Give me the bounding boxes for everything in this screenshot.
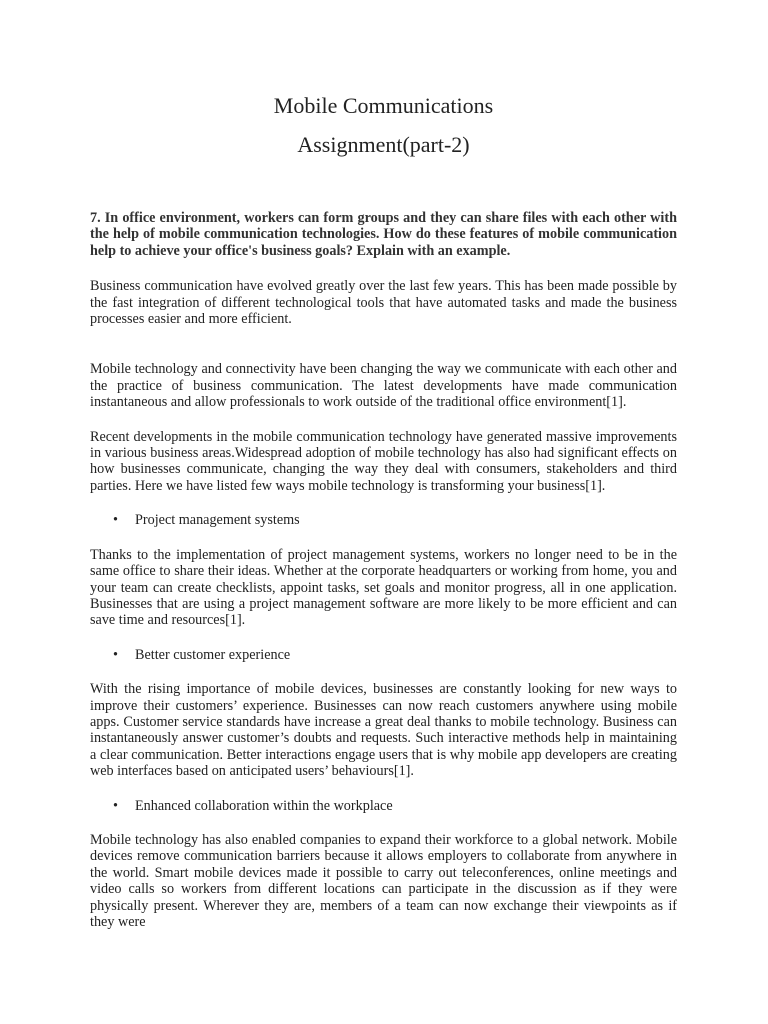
bullet-item-customer-experience xyxy=(90,647,677,663)
paragraph-3: Recent developments in the mobile communication technology have generated massive improvements in various business areas.Widespread adoption of mobile technology has also had significant effects on how businesses communicate, changing the way they deal with consumers, stakeholders and third parties. Here we have listed few ways mobile technology is transforming your business[1]. xyxy=(90,428,677,494)
question-text: 7. In office environment, workers can form groups and they can share files with each other with the help of mobile communication technologies. How do these features of mobile communication help to achieve your office's business goals? Explain with an example. xyxy=(90,210,677,259)
document-subtitle: Assignment(part-2) xyxy=(297,132,470,157)
document-title: Mobile Communications xyxy=(273,93,494,118)
bullet-label: Project management systems xyxy=(135,512,300,529)
paragraph-1: Business communication have evolved greatly over the last few years. This has been made possible by the fast integration of different technological tools that have automated tasks and made the business processes easier and more efficient. xyxy=(90,278,677,328)
paragraph-6: Mobile technology has also enabled companies to expand their workforce to a global network. Mobile devices remove communication barriers because it allows employers to collaborate from anywhere in the world. Smart mobile devices made it possible to carry out teleconferences, online meetings and video calls so workers from different locations can participate in the discussion as if they were physically present. Wherever they are, members of a team can now exchange their viewpoints as if they were xyxy=(90,831,677,930)
paragraph-5: With the rising importance of mobile devices, businesses are constantly looking for new ways to improve their customers’ experience. Businesses can now reach customers anywhere using mobile apps. Customer service standards have increase a great deal thanks to mobile technology. Business can instantaneously answer customer’s doubts and requests. Such interactive methods help in maintaining a clear communication. Better interactions engage users that is why mobile app developers are creating web interfaces based on anticipated users’ behaviours[1]. xyxy=(90,681,677,780)
document-body xyxy=(90,92,677,930)
bullet-label: Enhanced collaboration within the workplace xyxy=(135,797,393,814)
bullet-dot-icon: • xyxy=(113,512,118,529)
paragraph-4: Thanks to the implementation of project management systems, workers no longer need to be in the same office to share their ideas. Whether at the corporate headquarters or working from home, you and your team can create checklists, appoint tasks, set goals and monitor progress, all in one application. Businesses that are using a project management software are more likely to be more efficient and can save time and resources[1]. xyxy=(90,546,677,629)
bullet-item-project-management xyxy=(90,512,677,528)
bullet-dot-icon: • xyxy=(113,797,118,814)
bullet-dot-icon: • xyxy=(113,646,118,663)
bullet-label: Better customer experience xyxy=(135,646,291,663)
paragraph-2: Mobile technology and connectivity have been changing the way we communicate with each other and the practice of business communication. The latest developments have made communication instantaneous and allow professionals to work outside of the traditional office environment[1]. xyxy=(90,361,677,411)
bullet-item-collaboration xyxy=(90,798,677,814)
